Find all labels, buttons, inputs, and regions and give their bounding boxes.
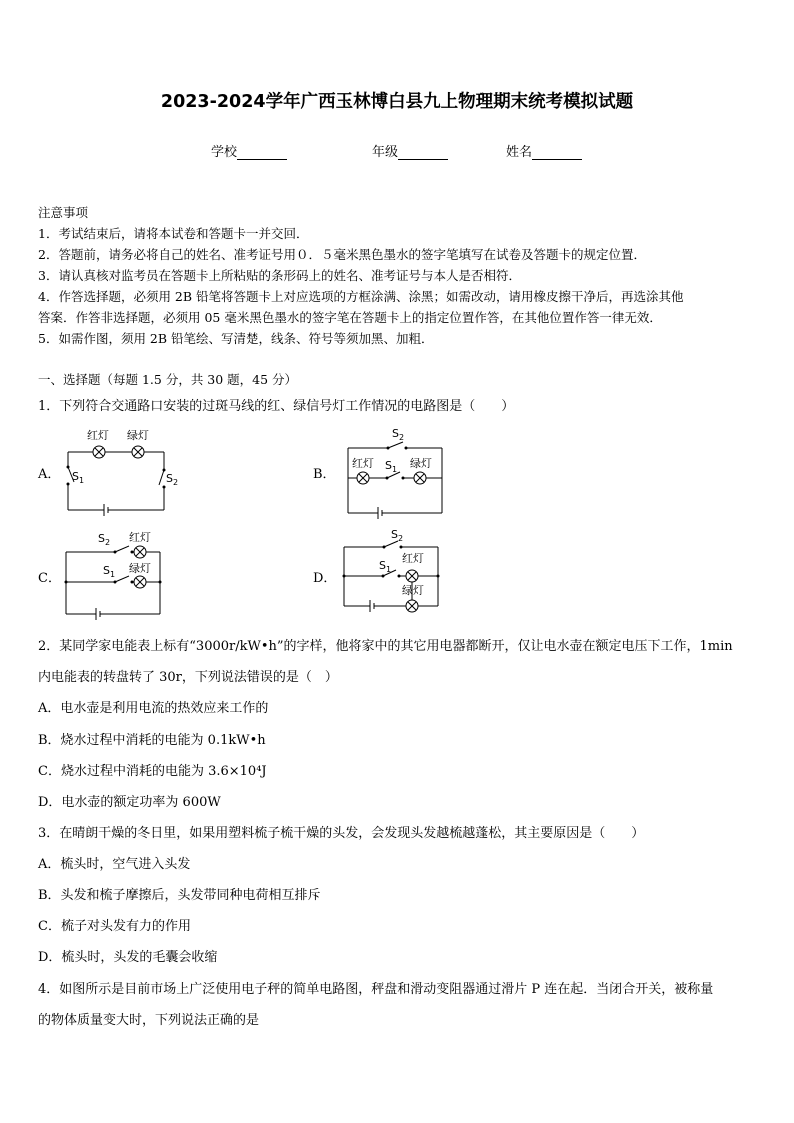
- notice-item-2: 2．答题前，请务必将自己的姓名、准考证号用０．５毫米黑色墨水的签字笔填写在试卷及答题卡的规定位置．: [38, 247, 646, 262]
- circuit-c-red-label: 红灯: [129, 531, 151, 544]
- circuit-a-red-label: 红灯: [87, 429, 109, 442]
- circuit-a-s2-label: $S_2$: [166, 472, 179, 487]
- notice-heading: 注意事项: [38, 205, 89, 220]
- question-3-stem: 3．在晴朗干燥的冬日里，如果用塑料梳子梳干燥的头发，会发现头发越梳越蓬松，其主要原因是（ ）: [38, 826, 645, 841]
- section-heading: 一、选择题（每题 1.5 分，共 30 题，45 分）: [38, 372, 298, 387]
- notice-item-5: 5．如需作图，须用 2B 铅笔绘、写清楚，线条、符号等须加黑、加粗．: [38, 331, 434, 346]
- question-4-stem-line-1: 4．如图所示是目前市场上广泛使用电子秤的简单电路图，秤盘和滑动变阻器通过滑片 P 连在起．当闭合开关，被称量: [38, 982, 714, 997]
- circuit-c-s2-label: $S_2$: [98, 532, 111, 547]
- circuit-b-s2-label: $S_2$: [392, 427, 405, 442]
- circuit-b-red-label: 红灯: [352, 457, 374, 470]
- question-1-stem: 1．下列符合交通路口安装的过斑马线的红、绿信号灯工作情况的电路图是（ ）: [38, 399, 515, 414]
- q2-option-a: A．电水壶是利用电流的热效应来工作的: [38, 701, 269, 716]
- q1-option-c-label: C．: [38, 571, 61, 586]
- q2-option-d: D．电水壶的额定功率为 600W: [38, 795, 221, 810]
- circuit-c-diagram: [58, 526, 173, 621]
- grade-label: 年级: [372, 145, 399, 160]
- circuit-a-diagram: [60, 422, 180, 517]
- notice-item-4: 4．作答选择题，必须用 2B 铅笔将答题卡上对应选项的方框涂满、涂黑；如需改动，请用橡皮擦干净后，再选涂其他: [38, 289, 684, 304]
- q1-option-d-label: D．: [313, 571, 337, 586]
- q1-option-a-label: A．: [38, 467, 61, 482]
- q1-option-b-label: B．: [313, 467, 336, 482]
- circuit-d-diagram: [336, 530, 451, 620]
- circuit-d-green-label: 绿灯: [402, 584, 424, 597]
- question-2-stem-line-1: 2．某同学家电能表上标有“3000r/kW•h”的字样，他将家中的其它用电器都断开，仅让电水壶在额定电压下工作，1min: [38, 639, 733, 654]
- grade-field: [372, 141, 448, 160]
- circuit-a-green-label: 绿灯: [127, 429, 149, 442]
- circuit-d-s1-label: $S_1$: [379, 559, 392, 574]
- question-4-stem-line-2: 的物体质量变大时，下列说法正确的是: [38, 1013, 260, 1028]
- q3-option-a: A．梳头时，空气进入头发: [38, 857, 191, 872]
- circuit-b-s1-label: $S_1$: [385, 459, 398, 474]
- circuit-b-green-label: 绿灯: [410, 457, 432, 470]
- q2-option-c: C．烧水过程中消耗的电能为 3.6×10⁴J: [38, 764, 267, 779]
- name-blank[interactable]: [532, 146, 582, 160]
- name-label: 姓名: [506, 145, 533, 160]
- notice-item-3: 3．请认真核对监考员在答题卡上所粘贴的条形码上的姓名、准考证号与本人是否相符．: [38, 268, 521, 283]
- school-field: [211, 141, 287, 160]
- page-title: 2023-2024学年广西玉林博白县九上物理期末统考模拟试题: [160, 92, 634, 112]
- q3-option-d: D．梳头时，头发的毛囊会收缩: [38, 950, 218, 965]
- question-2-stem-line-2: 内电能表的转盘转了 30r，下列说法错误的是（ ）: [38, 670, 338, 685]
- circuit-d-red-label: 红灯: [402, 552, 424, 565]
- circuit-c-green-label: 绿灯: [129, 562, 151, 575]
- school-label: 学校: [211, 145, 238, 160]
- q3-option-b: B．头发和梳子摩擦后，头发带同种电荷相互排斥: [38, 888, 321, 903]
- notice-item-1: 1．考试结束后，请将本试卷和答题卡一并交回．: [38, 226, 309, 241]
- circuit-b-diagram: [340, 425, 450, 520]
- grade-blank[interactable]: [398, 146, 448, 160]
- circuit-c-s1-label: $S_1$: [103, 564, 116, 579]
- circuit-d-s2-label: $S_2$: [391, 528, 404, 543]
- name-field: [506, 141, 582, 160]
- circuit-a-s1-label: $S_1$: [72, 470, 85, 485]
- notice-item-4-cont: 答案．作答非选择题，必须用 05 毫米黑色墨水的签字笔在答题卡上的指定位置作答，在其他位置作答一律无效．: [38, 310, 662, 325]
- q2-option-b: B．烧水过程中消耗的电能为 0.1kW•h: [38, 733, 266, 748]
- school-blank[interactable]: [237, 146, 287, 160]
- q3-option-c: C．梳子对头发有力的作用: [38, 919, 191, 934]
